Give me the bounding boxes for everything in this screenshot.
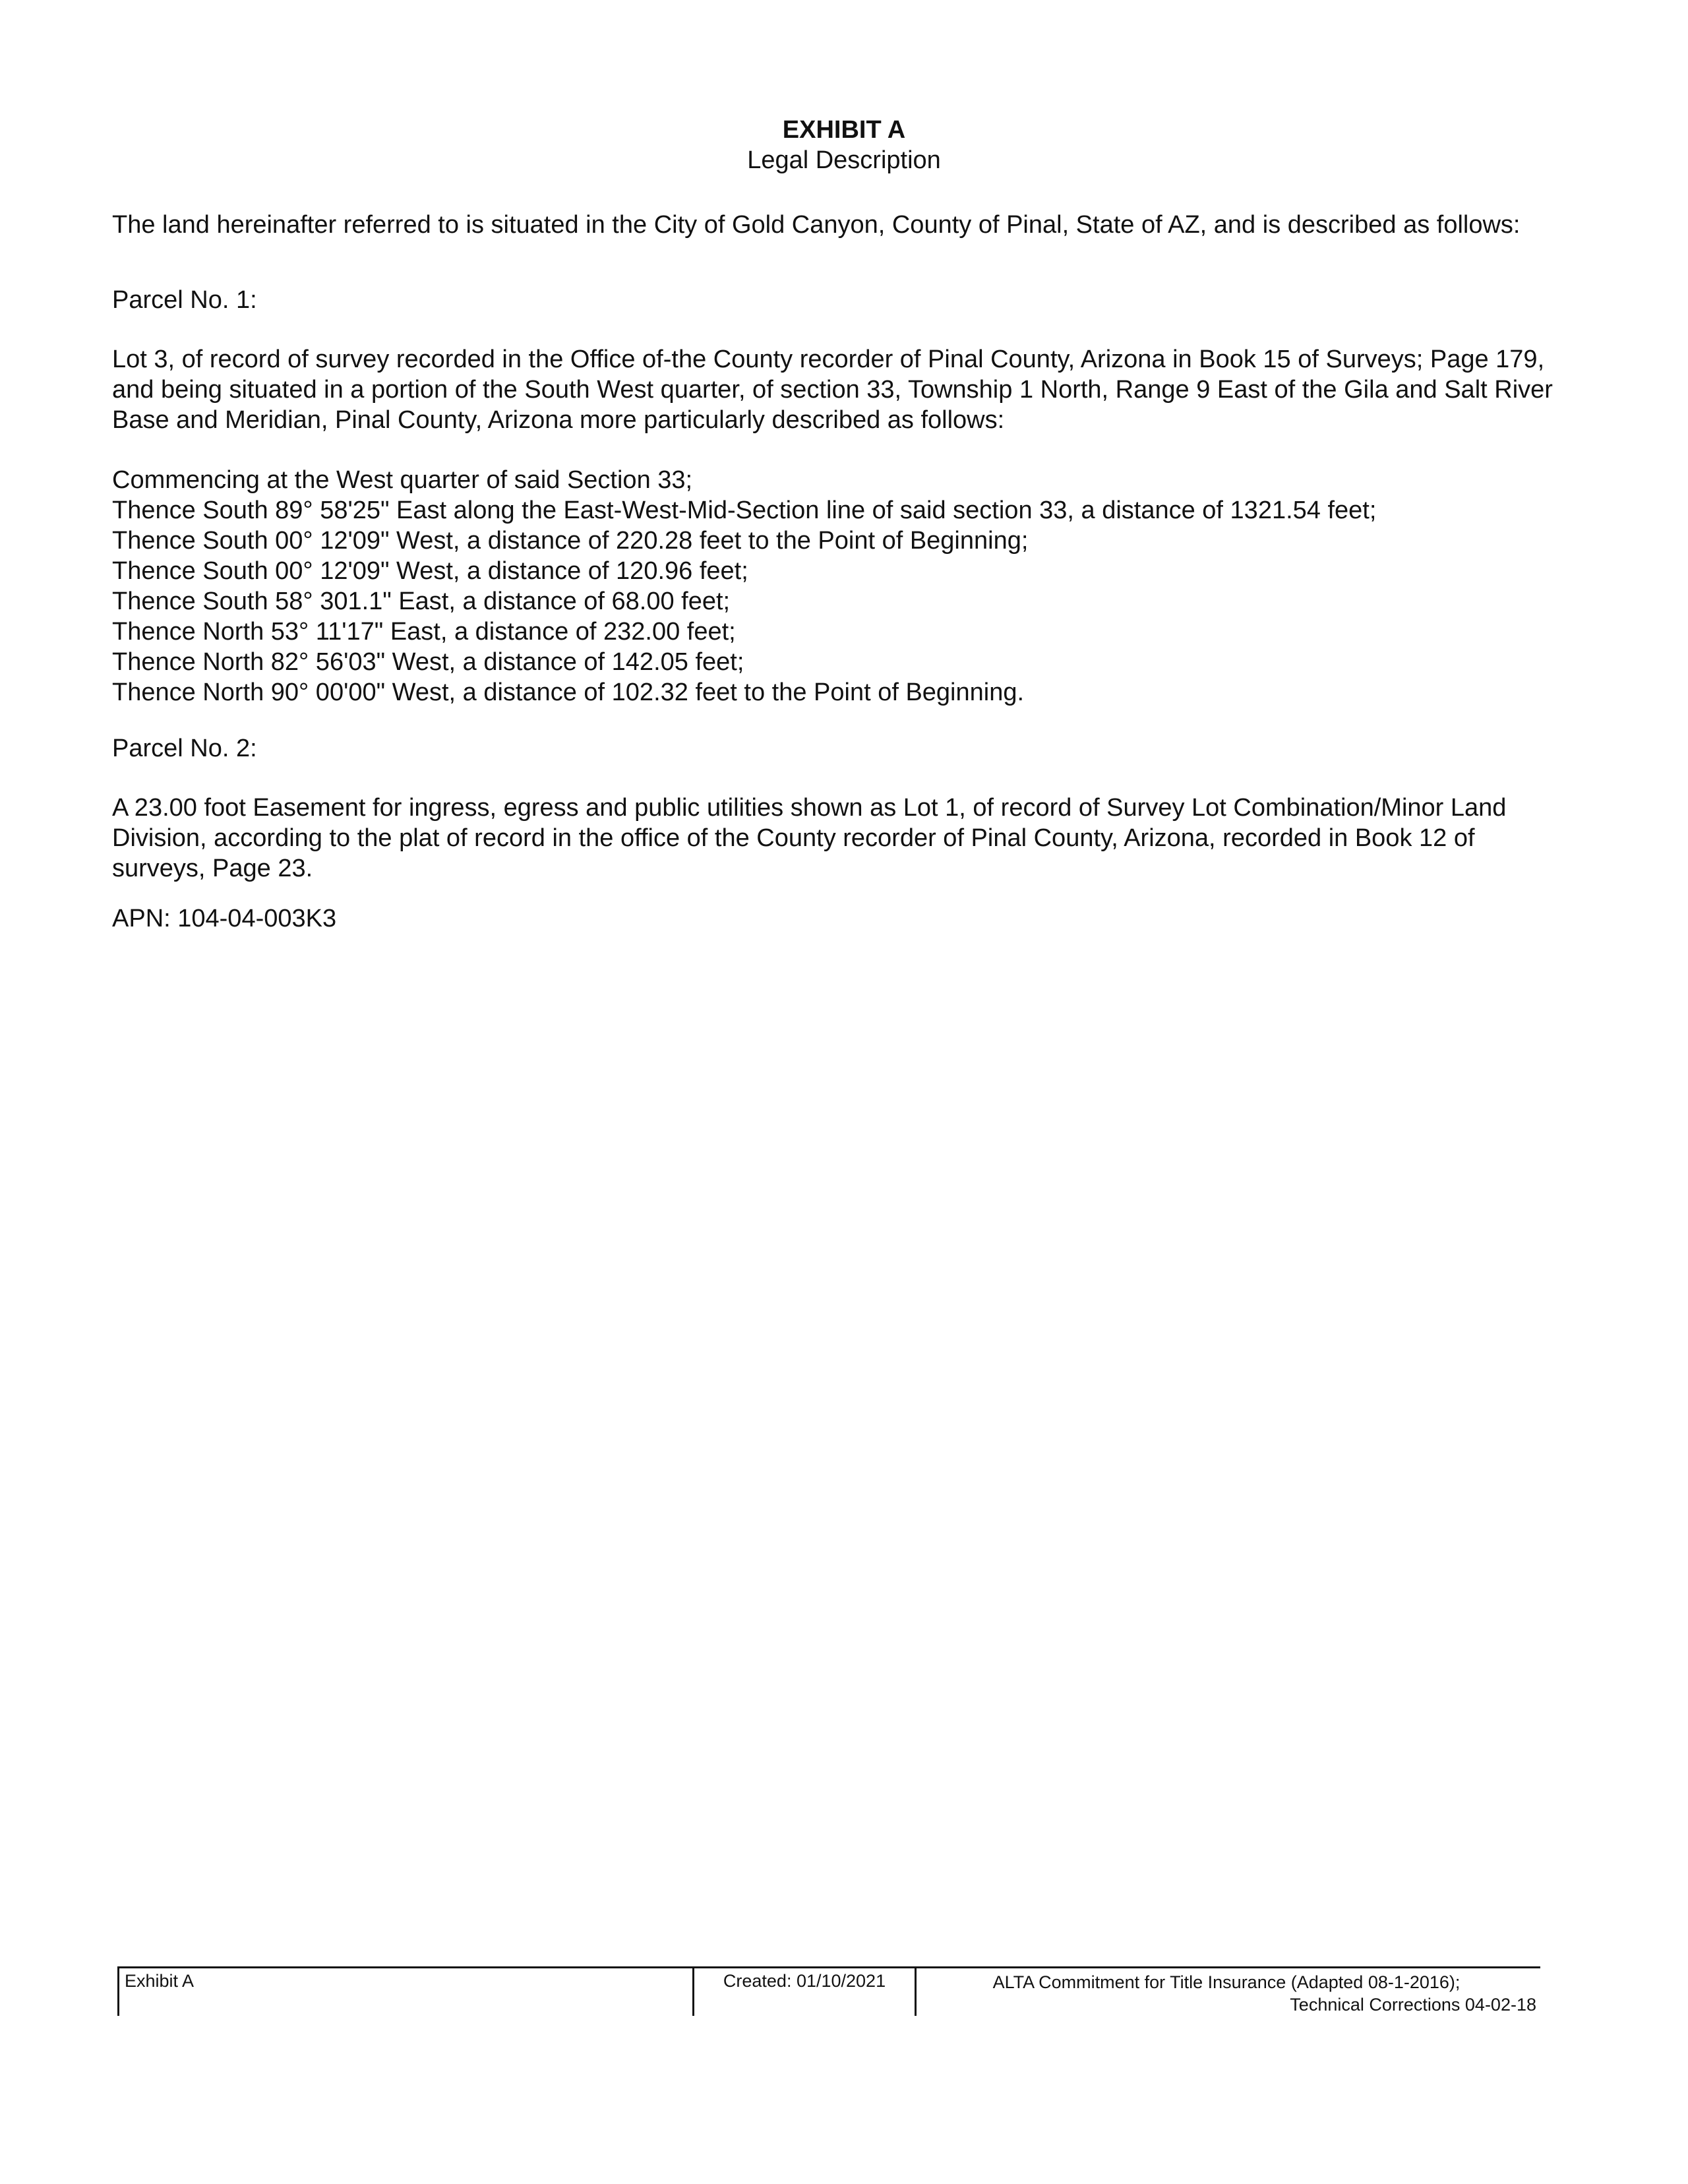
intro-paragraph: The land hereinafter referred to is situated in the City of Gold Canyon, County of Pinal, State of AZ, and is described as follows: <box>112 211 1521 239</box>
footer-form-info <box>917 1968 1540 2016</box>
document-title: EXHIBIT A <box>782 116 906 144</box>
legal-line: Commencing at the West quarter of said Section 33; <box>112 466 693 494</box>
parcel-1-heading: Parcel No. 1: <box>112 286 257 314</box>
document-subtitle: Legal Description <box>747 146 941 174</box>
legal-line: Thence South 89° 58'25" East along the East-West-Mid-Section line of said section 33, a distance of 1321.54 feet; <box>112 497 1377 524</box>
legal-line: Thence South 00° 12'09" West, a distance of 220.28 feet to the Point of Beginning; <box>112 527 1029 555</box>
legal-line: Thence North 90° 00'00" West, a distance of 102.32 feet to the Point of Beginning. <box>112 679 1025 706</box>
legal-line: Thence South 00° 12'09" West, a distance of 120.96 feet; <box>112 557 748 585</box>
parcel-2-heading: Parcel No. 2: <box>112 735 257 762</box>
legal-description-calls <box>112 465 1563 708</box>
footer-form-line-1: ALTA Commitment for Title Insurance (Adapted 08-1-2016); <box>992 1972 1461 1992</box>
parcel-2-description: A 23.00 foot Easement for ingress, egress and public utilities shown as Lot 1, of record of Survey Lot Combination/Minor Land Division, according to the plat of record in the office of the County recorder of Pinal County, Arizona, recorded in Book 12 of surveys, Page 23. <box>112 794 1507 882</box>
legal-line: Thence North 82° 56'03" West, a distance of 142.05 feet; <box>112 648 744 676</box>
footer-form-line-2: Technical Corrections 04-02-18 <box>1290 1995 1536 2015</box>
footer-exhibit-label: Exhibit A <box>117 1968 692 2016</box>
legal-line: Thence North 53° 11'17" East, a distance of 232.00 feet; <box>112 618 736 646</box>
apn-number: APN: 104-04-003K3 <box>112 905 337 932</box>
page-footer <box>117 1966 1540 2016</box>
footer-created-date: Created: 01/10/2021 <box>692 1968 917 2016</box>
parcel-1-description: Lot 3, of record of survey recorded in the Office of-the County recorder of Pinal County, Arizona in Book 15 of Surveys; Page 179, and being situated in a portion of the South West quarter, of section 33, Township 1 North, Range 9 East of the Gila and Salt River Base and Meridian, Pinal County, Arizona more particularly described as follows: <box>112 346 1553 434</box>
legal-line: Thence South 58° 301.1" East, a distance of 68.00 feet; <box>112 588 731 615</box>
